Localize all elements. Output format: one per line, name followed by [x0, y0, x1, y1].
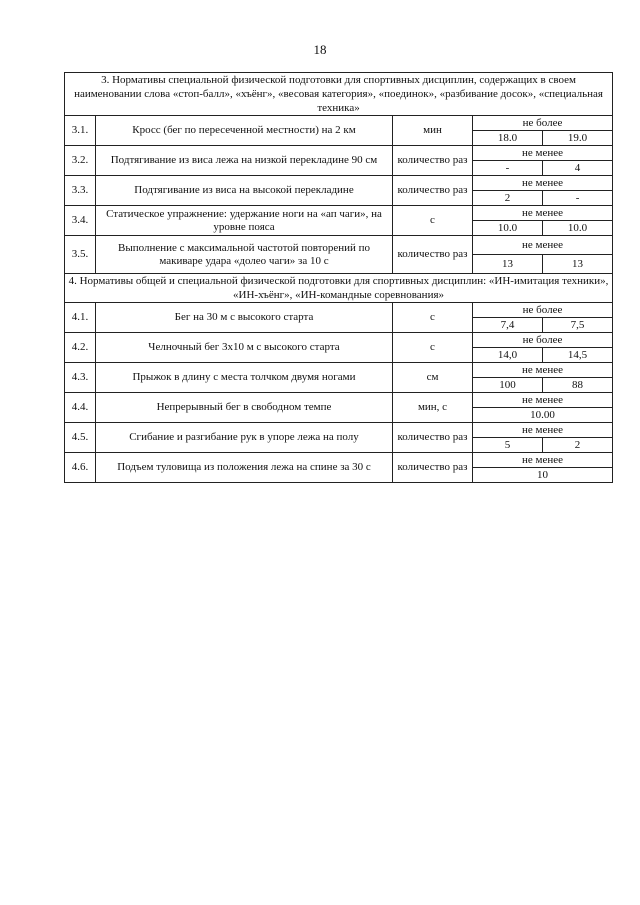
- unit: с: [393, 303, 473, 333]
- unit: количество раз: [393, 176, 473, 206]
- exercise-name: Выполнение с максимальной частотой повторений по макиваре удара «долео чаги» за 10 с: [96, 236, 393, 274]
- condition: не более: [473, 116, 613, 131]
- value-cell: 18.0: [473, 131, 543, 146]
- table-row: [65, 236, 613, 255]
- condition: не менее: [473, 453, 613, 468]
- row-number: 4.2.: [65, 333, 96, 363]
- row-number: 4.4.: [65, 393, 96, 423]
- table-row: [65, 146, 613, 161]
- value-cell: 14,5: [543, 348, 613, 363]
- unit: количество раз: [393, 146, 473, 176]
- exercise-name: Кросс (бег по пересеченной местности) на 2 км: [96, 116, 393, 146]
- unit: количество раз: [393, 423, 473, 453]
- value-cell: 2: [543, 438, 613, 453]
- norms-table: [64, 72, 613, 483]
- row-number: 4.3.: [65, 363, 96, 393]
- value-cell: 10.0: [473, 221, 543, 236]
- unit: количество раз: [393, 236, 473, 274]
- page-number: 18: [313, 42, 327, 57]
- value-cell-merged: 10.00: [473, 408, 613, 423]
- value-cell: 13: [473, 255, 543, 274]
- exercise-name: Подтягивание из виса лежа на низкой перекладине 90 см: [96, 146, 393, 176]
- row-number: 4.6.: [65, 453, 96, 483]
- exercise-name: Челночный бег 3х10 м с высокого старта: [96, 333, 393, 363]
- value-cell: 4: [543, 161, 613, 176]
- condition: не менее: [473, 423, 613, 438]
- condition: не менее: [473, 393, 613, 408]
- condition: не менее: [473, 236, 613, 255]
- table-row: [65, 116, 613, 131]
- section-heading: 4. Нормативы общей и специальной физической подготовки для спортивных дисциплин: «ИН-имитация техники», «ИН-хъёнг», «ИН-командные соревнования»: [65, 274, 613, 303]
- condition: не более: [473, 333, 613, 348]
- condition: не менее: [473, 206, 613, 221]
- condition: не менее: [473, 363, 613, 378]
- unit: мин: [393, 116, 473, 146]
- row-number: 4.1.: [65, 303, 96, 333]
- section-heading-row: [65, 274, 613, 303]
- table-row: [65, 333, 613, 348]
- value-cell: 100: [473, 378, 543, 393]
- unit: с: [393, 206, 473, 236]
- row-number: 3.3.: [65, 176, 96, 206]
- value-cell: 5: [473, 438, 543, 453]
- section-heading: 3. Нормативы специальной физической подготовки для спортивных дисциплин, содержащих в своем наименовании слова «стоп-балл», «хъёнг», «весовая категория», «поединок», «разбивание досок», «специальная техника»: [65, 73, 613, 116]
- condition: не более: [473, 303, 613, 318]
- row-number: 3.2.: [65, 146, 96, 176]
- row-number: 3.4.: [65, 206, 96, 236]
- row-number: 4.5.: [65, 423, 96, 453]
- value-cell: -: [473, 161, 543, 176]
- unit: с: [393, 333, 473, 363]
- exercise-name: Непрерывный бег в свободном темпе: [96, 393, 393, 423]
- row-number: 3.5.: [65, 236, 96, 274]
- condition: не менее: [473, 176, 613, 191]
- value-cell: 14,0: [473, 348, 543, 363]
- value-cell: -: [543, 191, 613, 206]
- unit: количество раз: [393, 453, 473, 483]
- table-row: [65, 453, 613, 468]
- exercise-name: Прыжок в длину с места толчком двумя ногами: [96, 363, 393, 393]
- exercise-name: Статическое упражнение: удержание ноги на «ап чаги», на уровне пояса: [96, 206, 393, 236]
- exercise-name: Подтягивание из виса на высокой перекладине: [96, 176, 393, 206]
- exercise-name: Бег на 30 м с высокого старта: [96, 303, 393, 333]
- table-row: [65, 303, 613, 318]
- value-cell: 2: [473, 191, 543, 206]
- condition: не менее: [473, 146, 613, 161]
- row-number: 3.1.: [65, 116, 96, 146]
- exercise-name: Сгибание и разгибание рук в упоре лежа на полу: [96, 423, 393, 453]
- table-row: [65, 206, 613, 221]
- section-heading-row: [65, 73, 613, 116]
- value-cell: 13: [543, 255, 613, 274]
- table-row: [65, 393, 613, 408]
- value-cell: 19.0: [543, 131, 613, 146]
- exercise-name: Подъем туловища из положения лежа на спине за 30 с: [96, 453, 393, 483]
- value-cell: 7,5: [543, 318, 613, 333]
- unit: мин, с: [393, 393, 473, 423]
- value-cell: 7,4: [473, 318, 543, 333]
- table-row: [65, 176, 613, 191]
- value-cell: 88: [543, 378, 613, 393]
- value-cell: 10.0: [543, 221, 613, 236]
- value-cell-merged: 10: [473, 468, 613, 483]
- unit: см: [393, 363, 473, 393]
- table-row: [65, 423, 613, 438]
- table-row: [65, 363, 613, 378]
